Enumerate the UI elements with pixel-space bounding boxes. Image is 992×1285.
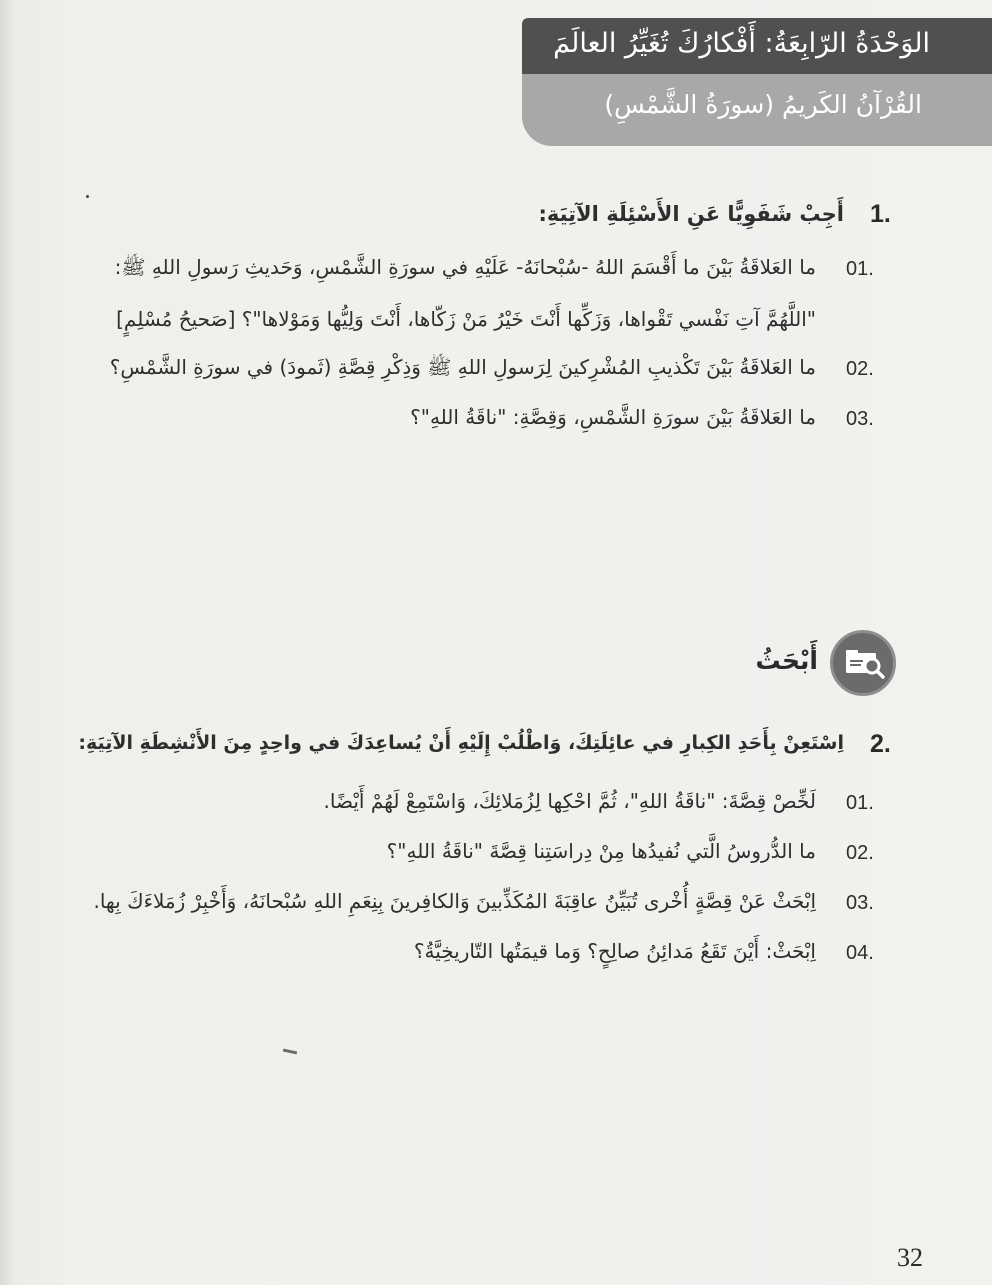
magnifier-folder-icon: [830, 630, 896, 696]
print-speck: [283, 1049, 297, 1055]
q1-item-2-text: ما العَلاقَةُ بَيْنَ تَكْذيبِ المُشْرِكينَ لِرَسولِ اللهِ ﷺ وَذِكْرِ قِصَّةِ (ثَمودَ) في سورَةِ الشَّمْسِ؟: [109, 355, 816, 379]
q2-item-4-number: 04.: [846, 942, 874, 964]
lesson-title: القُرْآنُ الكَريمُ (سورَةُ الشَّمْسِ): [604, 90, 922, 119]
question-1-number: 1.: [870, 200, 891, 228]
page-number: 32: [897, 1243, 923, 1272]
q1-item-2-number: 02.: [846, 358, 874, 380]
q2-item-2-number: 02.: [846, 842, 874, 864]
question-2-number: 2.: [870, 730, 891, 758]
question-2-heading: اِسْتَعِنْ بِأَحَدِ الكِبارِ في عائِلَتِكَ، وَاطْلُبْ إِلَيْهِ أَنْ يُساعِدَكَ في واحِدٍ مِنَ الأَنْشِطَةِ الآتِيَةِ:: [78, 732, 844, 754]
unit-title: الوَحْدَةُ الرّابِعَةُ: أَفْكارُكَ تُغَيِّرُ العالَمَ: [553, 28, 930, 59]
lesson-header-band: [522, 74, 992, 146]
q1-item-3-number: 03.: [846, 408, 874, 430]
q1-item-1-number: 01.: [846, 258, 874, 280]
q2-item-1-number: 01.: [846, 792, 874, 814]
print-speck: [86, 195, 89, 198]
research-label: أَبْحَثُ: [755, 646, 818, 675]
q2-item-3-number: 03.: [846, 892, 874, 914]
q2-item-3-text: اِبْحَثْ عَنْ قِصَّةٍ أُخْرى تُبَيِّنُ عاقِبَةَ المُكَذِّبينَ وَالكافِرينَ بِنِعَمِ اللهِ سُبْحانَهُ، وَأَخْبِرْ زُمَلاءَكَ بِها.: [93, 889, 816, 913]
q2-item-1-text: لَخِّصْ قِصَّةَ: "ناقَةُ اللهِ"، ثُمَّ احْكِها لِزُمَلائِكَ، وَاسْتَمِعْ لَهُمْ أَيْضًا.: [323, 789, 816, 813]
unit-header-band: [522, 18, 992, 74]
q2-item-4-text: اِبْحَثْ: أَيْنَ تَقَعُ مَدائِنُ صالِحٍ؟ وَما قيمَتُها التّاريخِيَّةُ؟: [413, 939, 816, 963]
q2-item-2-text: ما الدُّروسُ الَّتي نُفيدُها مِنْ دِراسَتِنا قِصَّةَ "ناقَةُ اللهِ"؟: [386, 839, 816, 863]
q1-item-1-line-1: ما العَلاقَةُ بَيْنَ ما أَقْسَمَ اللهُ -سُبْحانَهُ- عَلَيْهِ في سورَةِ الشَّمْسِ، وَحَديثِ رَسولِ اللهِ ﷺ:: [114, 255, 816, 279]
q1-item-3-text: ما العَلاقَةُ بَيْنَ سورَةِ الشَّمْسِ، وَقِصَّةِ: "ناقَةُ اللهِ"؟: [410, 405, 816, 429]
question-1-heading: أَجِبْ شَفَوِيًّا عَنِ الأَسْئِلَةِ الآتِيَةِ:: [538, 202, 844, 226]
q1-item-1-line-2: "اللَّهُمَّ آتِ نَفْسي تَقْواها، وَزَكِّها أَنْتَ خَيْرُ مَنْ زَكّاها، أَنْتَ وَلِيُّها وَمَوْلاها"؟ [صَحيحُ مُسْلِمٍ]: [116, 307, 816, 331]
